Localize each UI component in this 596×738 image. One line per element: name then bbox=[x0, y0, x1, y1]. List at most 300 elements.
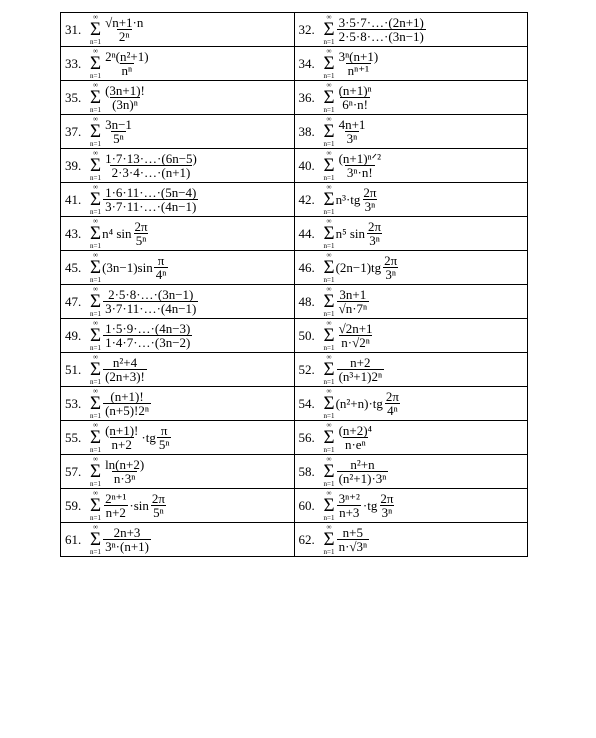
denominator: n·√3ⁿ bbox=[338, 539, 368, 554]
summation-sign bbox=[90, 285, 101, 318]
sum-upper-limit: ∞ bbox=[326, 455, 332, 463]
problem-number: 42. bbox=[298, 191, 315, 207]
sum-upper-limit: ∞ bbox=[326, 251, 332, 259]
sum-lower-limit: n=1 bbox=[323, 106, 335, 114]
numerator-2: 2π bbox=[380, 491, 394, 506]
sum-upper-limit: ∞ bbox=[93, 13, 99, 21]
series-expression bbox=[299, 489, 528, 522]
numerator: 4n+1 bbox=[338, 117, 366, 132]
series-cell bbox=[294, 489, 528, 523]
denominator: 5ⁿ bbox=[113, 131, 124, 146]
sigma-symbol: Σ bbox=[90, 223, 102, 244]
sum-lower-limit: n=1 bbox=[90, 412, 101, 420]
numerator: 3ⁿ(n+1) bbox=[338, 49, 379, 64]
sum-upper-limit: ∞ bbox=[326, 319, 332, 327]
table-row bbox=[61, 319, 528, 353]
sum-lower-limit: n=1 bbox=[323, 38, 335, 46]
denominator: (n³+1)2ⁿ bbox=[338, 369, 383, 384]
summation-sign bbox=[324, 455, 335, 488]
series-cell bbox=[61, 47, 295, 81]
series-expression bbox=[299, 319, 528, 352]
denominator: 3ⁿ·(n+1) bbox=[105, 539, 149, 554]
numerator: n²+n bbox=[350, 457, 375, 472]
sum-upper-limit: ∞ bbox=[93, 387, 99, 395]
denominator-2: 5ⁿ bbox=[158, 437, 170, 452]
problem-number: 32. bbox=[298, 21, 315, 37]
table-row bbox=[61, 353, 528, 387]
series-cell bbox=[294, 455, 528, 489]
summation-sign bbox=[324, 285, 335, 318]
denominator: 4ⁿ bbox=[387, 403, 398, 418]
problem-number: 34. bbox=[298, 55, 315, 71]
series-cell bbox=[61, 251, 295, 285]
summation-sign bbox=[324, 81, 335, 114]
sigma-symbol: Σ bbox=[90, 155, 102, 176]
denominator: n+3 bbox=[339, 505, 360, 520]
summation-sign bbox=[90, 387, 101, 420]
summation-sign bbox=[324, 47, 335, 80]
sum-lower-limit: n=1 bbox=[90, 514, 101, 522]
series-cell bbox=[61, 319, 295, 353]
fraction bbox=[337, 118, 368, 145]
sigma-symbol: Σ bbox=[323, 495, 335, 516]
problem-number: 50. bbox=[298, 327, 315, 343]
table-row bbox=[61, 149, 528, 183]
denominator: 5ⁿ bbox=[135, 233, 147, 248]
series-cell bbox=[294, 285, 528, 319]
fraction bbox=[337, 288, 370, 315]
denominator: n·3ⁿ bbox=[113, 471, 136, 486]
sum-lower-limit: n=1 bbox=[90, 72, 101, 80]
sum-upper-limit: ∞ bbox=[93, 183, 99, 191]
denominator: 2ⁿ bbox=[118, 29, 130, 44]
sum-upper-limit: ∞ bbox=[93, 319, 99, 327]
sum-lower-limit: n=1 bbox=[90, 378, 101, 386]
term-prefix: n³·tg bbox=[335, 191, 361, 207]
numerator: 2ⁿ⁺¹ bbox=[105, 491, 127, 506]
sigma-symbol: Σ bbox=[323, 393, 335, 414]
sum-lower-limit: n=1 bbox=[323, 378, 335, 386]
fraction bbox=[337, 526, 370, 553]
fraction bbox=[337, 50, 381, 77]
sum-lower-limit: n=1 bbox=[323, 140, 335, 148]
fraction bbox=[103, 492, 128, 519]
series-expression bbox=[299, 217, 528, 250]
sum-upper-limit: ∞ bbox=[326, 387, 332, 395]
summation-sign bbox=[90, 251, 101, 284]
sigma-symbol: Σ bbox=[323, 53, 335, 74]
series-cell bbox=[61, 455, 295, 489]
fraction bbox=[337, 458, 389, 485]
series-cell bbox=[61, 285, 295, 319]
problem-number: 53. bbox=[65, 395, 82, 411]
sum-lower-limit: n=1 bbox=[323, 548, 335, 556]
sigma-symbol: Σ bbox=[323, 121, 335, 142]
problem-number: 58. bbox=[298, 463, 315, 479]
fraction bbox=[103, 50, 150, 77]
sigma-symbol: Σ bbox=[90, 189, 102, 210]
sum-lower-limit: n=1 bbox=[90, 480, 101, 488]
numerator: 2π bbox=[363, 185, 377, 200]
sigma-symbol: Σ bbox=[323, 257, 335, 278]
sigma-symbol: Σ bbox=[90, 53, 102, 74]
series-cell bbox=[294, 115, 528, 149]
series-cell bbox=[294, 81, 528, 115]
sigma-symbol: Σ bbox=[90, 325, 102, 346]
summation-sign bbox=[90, 319, 101, 352]
numerator: ln(n+2) bbox=[105, 457, 145, 472]
problem-number: 38. bbox=[298, 123, 315, 139]
sum-upper-limit: ∞ bbox=[326, 115, 332, 123]
sum-lower-limit: n=1 bbox=[90, 174, 101, 182]
fraction bbox=[337, 84, 374, 111]
numerator-2: 2π bbox=[151, 491, 165, 506]
series-expression bbox=[65, 421, 294, 454]
series-cell bbox=[294, 421, 528, 455]
numerator: 3n−1 bbox=[105, 117, 132, 132]
term-operator: ·tg bbox=[362, 497, 378, 513]
summation-sign bbox=[324, 149, 335, 182]
fraction bbox=[103, 152, 199, 179]
series-cell bbox=[294, 319, 528, 353]
denominator: nⁿ⁺¹ bbox=[347, 63, 370, 78]
sigma-symbol: Σ bbox=[90, 19, 102, 40]
table-row bbox=[61, 523, 528, 557]
term-operator: ·tg bbox=[141, 429, 156, 445]
numerator: 2π bbox=[368, 219, 382, 234]
sum-upper-limit: ∞ bbox=[93, 285, 99, 293]
problem-number: 41. bbox=[65, 191, 82, 207]
sum-lower-limit: n=1 bbox=[323, 276, 335, 284]
numerator: 3·5·7·…·(2n+1) bbox=[338, 15, 424, 30]
fraction bbox=[337, 356, 384, 383]
fraction bbox=[337, 16, 426, 43]
sum-upper-limit: ∞ bbox=[326, 183, 332, 191]
denominator: 2·5·8·…·(3n−1) bbox=[338, 29, 424, 44]
series-cell bbox=[294, 353, 528, 387]
series-cell bbox=[61, 523, 295, 557]
sum-upper-limit: ∞ bbox=[93, 149, 99, 157]
series-cell bbox=[61, 115, 295, 149]
term-prefix: (n²+n)·tg bbox=[335, 395, 383, 411]
sum-upper-limit: ∞ bbox=[93, 455, 99, 463]
sigma-symbol: Σ bbox=[90, 393, 102, 414]
fraction bbox=[103, 356, 147, 383]
sum-upper-limit: ∞ bbox=[93, 421, 99, 429]
problem-number: 51. bbox=[65, 361, 82, 377]
sigma-symbol: Σ bbox=[90, 427, 102, 448]
series-cell bbox=[61, 217, 295, 251]
denominator: 3·7·11·…·(4n−1) bbox=[105, 199, 197, 214]
fraction-2 bbox=[378, 492, 395, 519]
numerator: 2n+3 bbox=[113, 525, 141, 540]
series-expression bbox=[299, 115, 528, 148]
problem-number: 37. bbox=[65, 123, 82, 139]
fraction bbox=[103, 186, 198, 213]
term-prefix: (2n−1)tg bbox=[335, 259, 382, 275]
table-row bbox=[61, 489, 528, 523]
table-row bbox=[61, 285, 528, 319]
sum-lower-limit: n=1 bbox=[323, 310, 335, 318]
sum-lower-limit: n=1 bbox=[90, 548, 101, 556]
denominator: (n²+1)·3ⁿ bbox=[338, 471, 387, 486]
denominator: n·√2ⁿ bbox=[341, 335, 370, 350]
problem-number: 31. bbox=[65, 21, 82, 37]
numerator: √n+1·n bbox=[105, 15, 144, 30]
series-cell bbox=[294, 251, 528, 285]
numerator: 1·6·11·…·(5n−4) bbox=[105, 185, 197, 200]
sum-upper-limit: ∞ bbox=[93, 115, 99, 123]
series-table bbox=[60, 12, 528, 557]
problem-number: 33. bbox=[65, 55, 82, 71]
fraction bbox=[103, 458, 146, 485]
fraction bbox=[154, 254, 169, 281]
table-row bbox=[61, 251, 528, 285]
sum-upper-limit: ∞ bbox=[326, 353, 332, 361]
summation-sign bbox=[324, 319, 335, 352]
problem-number: 48. bbox=[298, 293, 315, 309]
sum-lower-limit: n=1 bbox=[323, 174, 335, 182]
series-cell bbox=[294, 217, 528, 251]
sigma-symbol: Σ bbox=[323, 155, 335, 176]
series-expression bbox=[65, 81, 294, 114]
sum-upper-limit: ∞ bbox=[326, 149, 332, 157]
problem-number: 43. bbox=[65, 225, 82, 241]
sum-upper-limit: ∞ bbox=[326, 47, 332, 55]
series-expression bbox=[299, 353, 528, 386]
denominator: 4ⁿ bbox=[155, 267, 167, 282]
summation-sign bbox=[90, 421, 101, 454]
denominator: 2·3·4·…·(n+1) bbox=[111, 165, 191, 180]
sigma-symbol: Σ bbox=[323, 189, 335, 210]
summation-sign bbox=[324, 353, 335, 386]
denominator: n+2 bbox=[105, 505, 126, 520]
sum-lower-limit: n=1 bbox=[90, 344, 101, 352]
summation-sign bbox=[324, 13, 335, 46]
sigma-symbol: Σ bbox=[323, 461, 335, 482]
sigma-symbol: Σ bbox=[323, 325, 335, 346]
series-expression bbox=[65, 115, 294, 148]
sigma-symbol: Σ bbox=[90, 359, 102, 380]
term-prefix: n⁴ sin bbox=[102, 225, 132, 241]
fraction bbox=[337, 152, 384, 179]
series-expression bbox=[299, 455, 528, 488]
series-cell bbox=[294, 47, 528, 81]
summation-sign bbox=[90, 455, 101, 488]
fraction bbox=[382, 254, 399, 281]
summation-sign bbox=[324, 387, 335, 420]
series-expression bbox=[65, 387, 294, 420]
series-expression bbox=[299, 149, 528, 182]
series-cell bbox=[294, 523, 528, 557]
series-expression bbox=[65, 251, 294, 284]
series-expression bbox=[65, 149, 294, 182]
term-prefix: (3n−1)sin bbox=[102, 259, 153, 275]
sum-upper-limit: ∞ bbox=[93, 489, 99, 497]
sum-upper-limit: ∞ bbox=[326, 13, 332, 21]
sigma-symbol: Σ bbox=[90, 461, 102, 482]
term-prefix: n⁵ sin bbox=[335, 225, 366, 241]
numerator: 2ⁿ(n²+1) bbox=[105, 49, 149, 64]
sigma-symbol: Σ bbox=[323, 223, 335, 244]
series-expression bbox=[65, 13, 294, 46]
numerator: n+2 bbox=[350, 355, 371, 370]
sum-lower-limit: n=1 bbox=[323, 514, 335, 522]
problem-number: 49. bbox=[65, 327, 82, 343]
series-expression bbox=[65, 489, 294, 522]
numerator-2: π bbox=[160, 423, 168, 438]
numerator: n+5 bbox=[342, 525, 364, 540]
summation-sign bbox=[324, 251, 335, 284]
problem-number: 45. bbox=[65, 259, 82, 275]
numerator: (n+1)ⁿᐟ² bbox=[338, 151, 382, 166]
series-cell bbox=[61, 421, 295, 455]
table-row bbox=[61, 183, 528, 217]
sum-upper-limit: ∞ bbox=[326, 489, 332, 497]
table-row bbox=[61, 421, 528, 455]
summation-sign bbox=[90, 81, 101, 114]
sum-lower-limit: n=1 bbox=[90, 140, 101, 148]
series-cell bbox=[294, 387, 528, 421]
summation-sign bbox=[324, 183, 335, 216]
summation-sign bbox=[324, 523, 335, 556]
sum-lower-limit: n=1 bbox=[323, 242, 335, 250]
table-row bbox=[61, 115, 528, 149]
denominator: 3ⁿ bbox=[385, 267, 397, 282]
series-expression bbox=[299, 81, 528, 114]
problem-number: 54. bbox=[298, 395, 315, 411]
problem-number: 55. bbox=[65, 429, 82, 445]
sigma-symbol: Σ bbox=[90, 257, 102, 278]
series-expression bbox=[65, 523, 294, 556]
fraction bbox=[366, 220, 383, 247]
fraction bbox=[337, 424, 375, 451]
table-row bbox=[61, 217, 528, 251]
summation-sign bbox=[90, 489, 101, 522]
numerator: π bbox=[157, 253, 165, 268]
sigma-symbol: Σ bbox=[323, 19, 335, 40]
table-row bbox=[61, 455, 528, 489]
numerator: 3ⁿ⁺² bbox=[338, 491, 360, 506]
denominator: 3ⁿ bbox=[369, 233, 380, 248]
denominator: 1·4·7·…·(3n−2) bbox=[105, 335, 191, 350]
fraction bbox=[384, 390, 401, 417]
summation-sign bbox=[90, 47, 101, 80]
sum-upper-limit: ∞ bbox=[326, 285, 332, 293]
denominator: nⁿ bbox=[121, 63, 133, 78]
numerator: 2π bbox=[134, 219, 148, 234]
series-cell bbox=[61, 387, 295, 421]
problem-sheet bbox=[60, 12, 528, 702]
problem-number: 39. bbox=[65, 157, 82, 173]
numerator: 2π bbox=[385, 389, 399, 404]
denominator-2: 3ⁿ bbox=[381, 505, 393, 520]
series-expression bbox=[65, 47, 294, 80]
fraction bbox=[133, 220, 150, 247]
numerator: 3n+1 bbox=[339, 287, 367, 302]
series-expression bbox=[65, 455, 294, 488]
fraction bbox=[103, 118, 134, 145]
problem-number: 62. bbox=[298, 531, 315, 547]
problem-number: 36. bbox=[298, 89, 315, 105]
sum-upper-limit: ∞ bbox=[326, 421, 332, 429]
series-cell bbox=[294, 183, 528, 217]
fraction bbox=[103, 322, 192, 349]
table-row bbox=[61, 81, 528, 115]
series-cell bbox=[61, 81, 295, 115]
numerator: (n+1)ⁿ bbox=[338, 83, 372, 98]
summation-sign bbox=[90, 353, 101, 386]
summation-sign bbox=[90, 523, 101, 556]
sum-lower-limit: n=1 bbox=[90, 38, 101, 46]
series-expression bbox=[299, 13, 528, 46]
table-row bbox=[61, 387, 528, 421]
series-expression bbox=[299, 523, 528, 556]
sum-lower-limit: n=1 bbox=[323, 344, 335, 352]
problem-number: 61. bbox=[65, 531, 82, 547]
sum-upper-limit: ∞ bbox=[93, 353, 99, 361]
series-cell bbox=[294, 149, 528, 183]
fraction bbox=[103, 424, 140, 451]
denominator: 3ⁿ bbox=[346, 131, 358, 146]
denominator: (n+5)!2ⁿ bbox=[105, 403, 149, 418]
series-cell bbox=[61, 13, 295, 47]
series-expression bbox=[65, 217, 294, 250]
sum-upper-limit: ∞ bbox=[93, 523, 99, 531]
numerator: (n+1)! bbox=[105, 423, 139, 438]
problem-number: 46. bbox=[298, 259, 315, 275]
sigma-symbol: Σ bbox=[323, 427, 335, 448]
sum-lower-limit: n=1 bbox=[323, 480, 335, 488]
problem-number: 56. bbox=[298, 429, 315, 445]
numerator: (n+1)! bbox=[110, 389, 144, 404]
fraction-2 bbox=[150, 492, 167, 519]
sum-upper-limit: ∞ bbox=[326, 523, 332, 531]
summation-sign bbox=[90, 217, 101, 250]
table-row bbox=[61, 47, 528, 81]
fraction bbox=[103, 16, 145, 43]
fraction bbox=[337, 322, 375, 349]
series-expression bbox=[65, 183, 294, 216]
problem-number: 44. bbox=[298, 225, 315, 241]
numerator: 2π bbox=[384, 253, 398, 268]
numerator: 1·5·9·…·(4n−3) bbox=[105, 321, 191, 336]
series-cell bbox=[61, 183, 295, 217]
sigma-symbol: Σ bbox=[90, 87, 102, 108]
summation-sign bbox=[90, 115, 101, 148]
series-expression bbox=[65, 285, 294, 318]
fraction bbox=[103, 526, 151, 553]
sum-lower-limit: n=1 bbox=[90, 208, 101, 216]
summation-sign bbox=[90, 149, 101, 182]
summation-sign bbox=[324, 421, 335, 454]
denominator: n·eⁿ bbox=[344, 437, 366, 452]
table-row bbox=[61, 13, 528, 47]
series-expression bbox=[299, 183, 528, 216]
problem-number: 52. bbox=[298, 361, 315, 377]
denominator: 6ⁿ·n! bbox=[342, 97, 368, 112]
fraction bbox=[337, 492, 362, 519]
denominator: √n·7ⁿ bbox=[338, 301, 368, 316]
sum-lower-limit: n=1 bbox=[323, 412, 335, 420]
denominator: 3ⁿ bbox=[364, 199, 376, 214]
denominator: n+2 bbox=[111, 437, 132, 452]
sigma-symbol: Σ bbox=[323, 291, 335, 312]
sigma-symbol: Σ bbox=[323, 529, 335, 550]
denominator-2: 5ⁿ bbox=[153, 505, 164, 520]
sigma-symbol: Σ bbox=[90, 121, 102, 142]
sum-upper-limit: ∞ bbox=[93, 47, 99, 55]
